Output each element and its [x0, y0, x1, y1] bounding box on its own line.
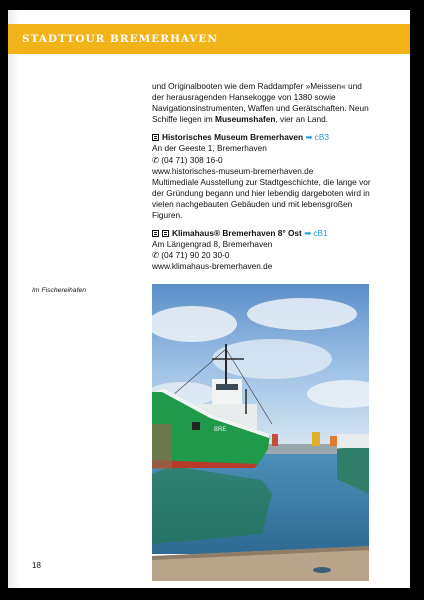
hull-porthole: [192, 422, 200, 430]
intro-paragraph: und Originalbooten wie dem Raddampfer »Meissen« und der herausragenden Hansekogge von 1380 sowie Navigationsinstrumenten, Waffen und Gerätschaften. Neun Schiffe liegen im Museumshafen, vier an Land.: [152, 81, 369, 125]
entry-website[interactable]: www.historisches-museum-bremerhaven.de: [152, 165, 314, 176]
museumshafen-bold: Museumshafen: [215, 114, 276, 125]
entry-title-line: [152, 228, 374, 239]
hull-number: BRE: [214, 427, 227, 433]
entry-phone: ✆ (04 71) 90 20 30-0: [152, 250, 230, 261]
entry-website[interactable]: www.klimahaus-bremerhaven.de: [152, 261, 273, 272]
quay-left: [152, 424, 172, 469]
chapter-title: STADTTOUR BREMERHAVEN: [22, 33, 219, 45]
map-reference: ➡ cB1: [304, 228, 328, 239]
book-page: [8, 10, 410, 588]
photo-caption: Im Fischereihafen: [32, 287, 87, 294]
page-gutter-shadow: [8, 10, 20, 588]
page-number: 18: [32, 561, 41, 570]
museum-icon: [152, 230, 159, 237]
harbor-photo: [152, 284, 369, 581]
entry-title: Historisches Museum Bremerhaven: [162, 132, 304, 143]
entry-address: An der Geeste 1, Bremerhaven: [152, 143, 267, 154]
accessibility-icon: [162, 230, 169, 237]
map-reference: ➡ cB3: [305, 132, 329, 143]
entry-title-line: [152, 132, 374, 143]
fishing-harbor-illustration: [152, 284, 369, 581]
main-text-column: [152, 81, 374, 273]
chapter-header-bar: [8, 24, 410, 54]
entry-address: Am Längengrad 8, Bremerhaven: [152, 239, 273, 250]
museum-icon: [152, 134, 159, 141]
entry-phone: ✆ (04 71) 308 16-0: [152, 154, 223, 165]
entry-historisches-museum: [152, 132, 374, 221]
entry-title: Klimahaus® Bremerhaven 8° Ost: [172, 228, 302, 239]
entry-klimahaus: [152, 228, 374, 272]
cloud: [247, 298, 357, 330]
entry-description: Multimediale Ausstellung zur Stadtgeschichte, die lange vor der Gründung begann und hier lebendig dargeboten wird in vielen nachgebauten Gebäuden und mit lebensgroßen Figuren.: [152, 176, 371, 221]
